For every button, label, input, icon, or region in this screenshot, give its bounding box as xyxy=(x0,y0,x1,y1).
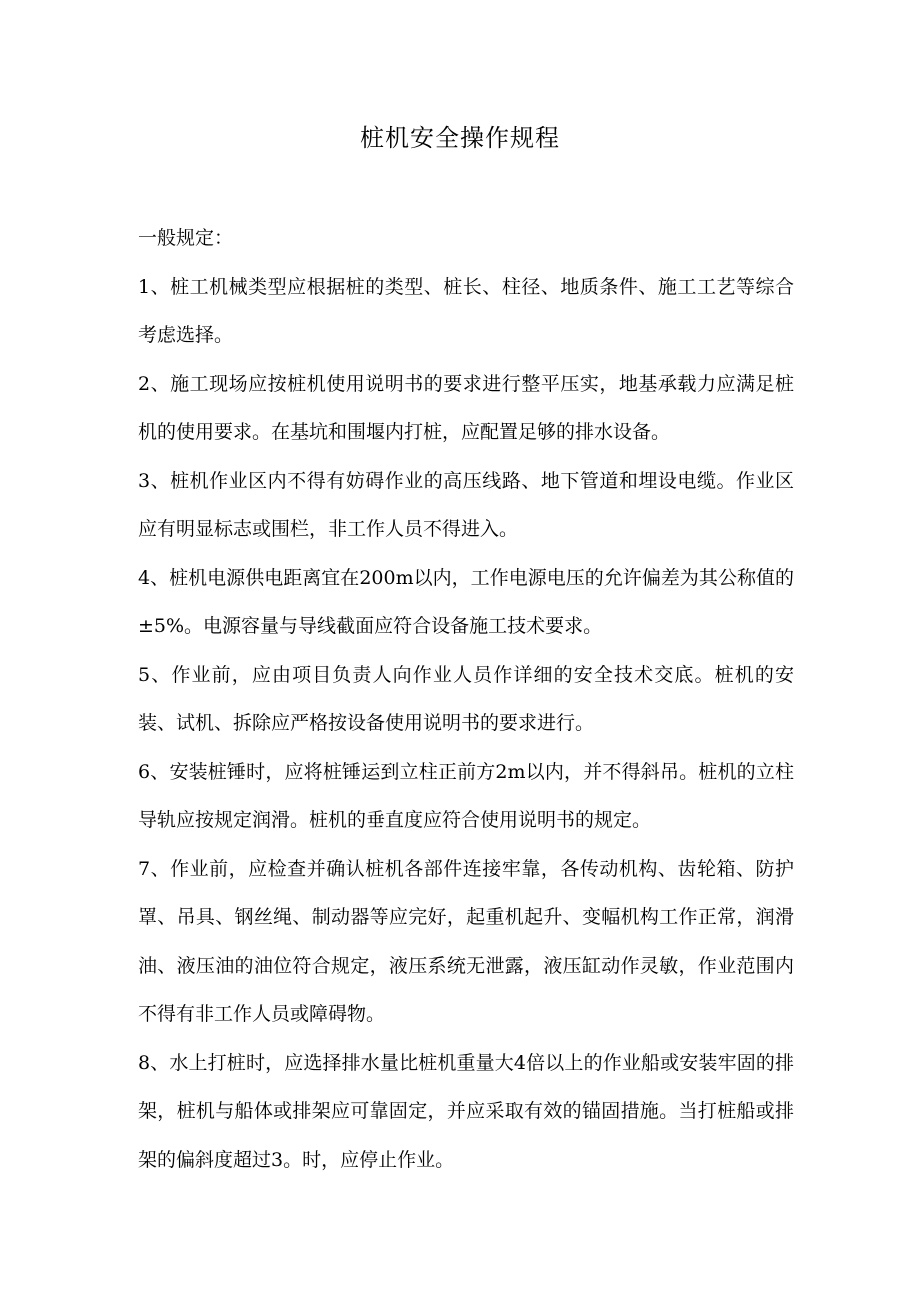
rule-paragraph-1: 1、桩工机械类型应根据桩的类型、桩长、柱径、地质条件、施工工艺等综合考虑选择。 xyxy=(138,275,794,346)
rule-paragraph-3: 3、桩机作业区内不得有妨碍作业的高压线路、地下管道和埋设电缆。作业区应有明显标志或围栏，非工作人员不得进入。 xyxy=(138,469,794,540)
section-heading: 一般规定： xyxy=(138,227,234,249)
rule-paragraph-2: 2、施工现场应按桩机使用说明书的要求进行整平压实，地基承载力应满足桩机的使用要求。在基坑和围堰内打桩，应配置足够的排水设备。 xyxy=(138,372,794,443)
rule-paragraph-6: 6、安装桩锤时，应将桩锤运到立柱正前方2m以内，并不得斜吊。桩机的立柱导轨应按规定润滑。桩机的垂直度应符合使用说明书的规定。 xyxy=(138,760,794,831)
document-body xyxy=(138,214,794,1184)
document-title: 桩机安全操作规程 xyxy=(360,124,560,152)
rule-paragraph-7: 7、作业前，应检查并确认桩机各部件连接牢靠，各传动机构、齿轮箱、防护罩、吊具、钢丝绳、制动器等应完好，起重机起升、变幅机构工作正常，润滑油、液压油的油位符合规定，液压系统无泄露，液压缸动作灵敏，作业范围内不得有非工作人员或障碍物。 xyxy=(138,857,794,1025)
rule-paragraph-8: 8、水上打桩时，应选择排水量比桩机重量大4倍以上的作业船或安装牢固的排架，桩机与船体或排架应可靠固定，并应采取有效的锚固措施。当打桩船或排架的偏斜度超过3。时，应停止作业。 xyxy=(138,1051,794,1171)
rule-paragraph-4: 4、桩机电源供电距离宜在200m以内，工作电源电压的允许偏差为其公称值的±5%。电源容量与导线截面应符合设备施工技术要求。 xyxy=(138,566,794,637)
rule-paragraph-5: 5、作业前，应由项目负责人向作业人员作详细的安全技术交底。桩机的安装、试机、拆除应严格按设备使用说明书的要求进行。 xyxy=(138,663,794,734)
